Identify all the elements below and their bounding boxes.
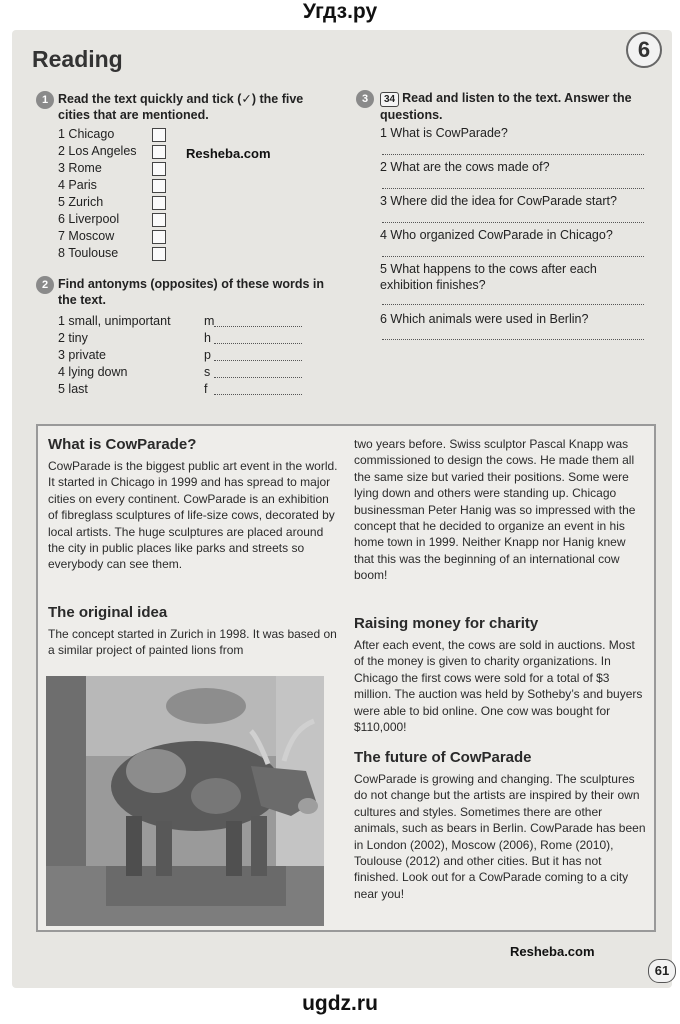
city-item: 6 Liverpool — [58, 212, 120, 226]
question-item: 5 What happens to the cows after each exhibition finishes? — [380, 262, 597, 292]
article-paragraph-original-idea: The concept started in Zurich in 1998. It was based on a similar project of painted lions from — [48, 627, 337, 658]
question-item: 4 Who organized CowParade in Chicago? — [380, 228, 613, 242]
city-checkbox[interactable] — [152, 213, 166, 227]
question-answer-line[interactable] — [382, 154, 644, 155]
city-item: 5 Zurich — [58, 195, 104, 209]
antonym-answer-line[interactable] — [214, 326, 302, 327]
antonym-word: 3 private — [58, 348, 106, 362]
antonym-letter: m — [204, 314, 215, 328]
exercise-1-number: 1 — [36, 91, 54, 109]
city-checkbox[interactable] — [152, 179, 166, 193]
exercise-1-instruction: Read the text quickly and tick (✓) the five cities that are mentioned. — [58, 92, 304, 122]
question-answer-line[interactable] — [382, 256, 644, 257]
watermark: Resheba.com — [186, 146, 271, 161]
city-checkbox[interactable] — [152, 128, 166, 142]
exercise-3-instruction — [380, 90, 650, 123]
antonym-answer-line[interactable] — [214, 394, 302, 395]
city-checkbox[interactable] — [152, 230, 166, 244]
antonym-word: 1 small, unimportant — [58, 314, 171, 328]
antonym-answer-line[interactable] — [214, 360, 302, 361]
question-item: 3 Where did the idea for CowParade start? — [380, 194, 617, 208]
antonym-answer-line[interactable] — [214, 343, 302, 344]
antonym-letter: s — [204, 365, 211, 379]
exercise-3-number: 3 — [356, 90, 374, 108]
article-paragraph-future: CowParade is growing and changing. The sculptures do not change but the artists are inspired by their own cultures and styles. Sometimes there are other animals, such as bears in Berlin. CowParade has been in London (2002), Moscow (2006), Rome (2010), Toulouse (2012) and other cities. But it has not finished. Look out for a CowParade coming to a city near you! — [354, 772, 646, 901]
antonym-word: 2 tiny — [58, 331, 88, 345]
city-checkbox[interactable] — [152, 247, 166, 261]
question-item: 6 Which animals were used in Berlin? — [380, 312, 589, 326]
question-item: 2 What are the cows made of? — [380, 160, 550, 174]
article-heading-original-idea: The original idea — [48, 604, 168, 621]
city-item: 3 Rome — [58, 161, 102, 175]
article-paragraph-what-is: CowParade is the biggest public art event in the world. It started in Chicago in 1999 and has spread to major cities on every continent. CowParade is an exhibition of fibreglass sculptures of life-size cows, decorated by local artists. The huge sculptures are placed around the city in public places like parks and streets so everybody can see them. — [48, 459, 338, 572]
question-answer-line[interactable] — [382, 188, 644, 189]
antonym-answer-line[interactable] — [214, 377, 302, 378]
unit-badge: 6 — [626, 32, 662, 68]
antonym-letter: p — [204, 348, 211, 362]
city-item: 7 Moscow — [58, 229, 115, 243]
antonym-letter: h — [204, 331, 211, 345]
exercise-2-number: 2 — [36, 276, 54, 294]
page-number: 61 — [648, 959, 676, 983]
audio-track-icon[interactable]: 34 — [380, 92, 399, 107]
site-header-logo[interactable]: Угдз.ру — [302, 0, 378, 23]
city-checkbox[interactable] — [152, 196, 166, 210]
article-heading-charity: Raising money for charity — [354, 615, 539, 632]
question-answer-line[interactable] — [382, 222, 644, 223]
exercise-3-instruction-text: Read and listen to the text. Answer the questions. — [380, 91, 632, 122]
article-heading-what-is: What is CowParade? — [48, 436, 197, 453]
watermark: Resheba.com — [510, 944, 595, 959]
antonym-word: 4 lying down — [58, 365, 128, 379]
city-item: 8 Toulouse — [58, 246, 119, 260]
question-answer-line[interactable] — [382, 339, 644, 340]
antonym-word: 5 last — [58, 382, 88, 396]
city-checkbox[interactable] — [152, 162, 166, 176]
page-title: Reading — [32, 46, 123, 72]
city-item: 4 Paris — [58, 178, 97, 192]
city-checkbox[interactable] — [152, 145, 166, 159]
site-footer-logo[interactable]: ugdz.ru — [302, 992, 378, 1015]
antonym-letter: f — [204, 382, 208, 396]
cow-sculpture-photo — [46, 676, 324, 926]
question-item: 1 What is CowParade? — [380, 126, 508, 140]
article-paragraph-charity: After each event, the cows are sold in auctions. Most of the money is given to charity organizations. In Chicago the first cows were sold for a total of $3 million. The auction was held by Sotheby’s and buyers were able to bid online. One cow was bought for $110,000! — [354, 638, 643, 735]
article-paragraph-original-idea-cont: two years before. Swiss sculptor Pascal Knapp was commissioned to design the cows. He made them all the same size but varied their positions. Some were lying down and others were standing up. Chicago businessman Peter Hanig was so impressed with the concept that he decided to organize an event in his home town in 1999. Neither Knapp nor Hanig knew that this was the beginning of an international cow boom! — [354, 437, 636, 583]
question-answer-line[interactable] — [382, 304, 644, 305]
exercise-2-instruction: Find antonyms (opposites) of these words in the text. — [58, 277, 324, 307]
city-item: 1 Chicago — [58, 127, 115, 141]
city-item: 2 Los Angeles — [58, 144, 137, 158]
article-heading-future: The future of CowParade — [354, 749, 532, 766]
